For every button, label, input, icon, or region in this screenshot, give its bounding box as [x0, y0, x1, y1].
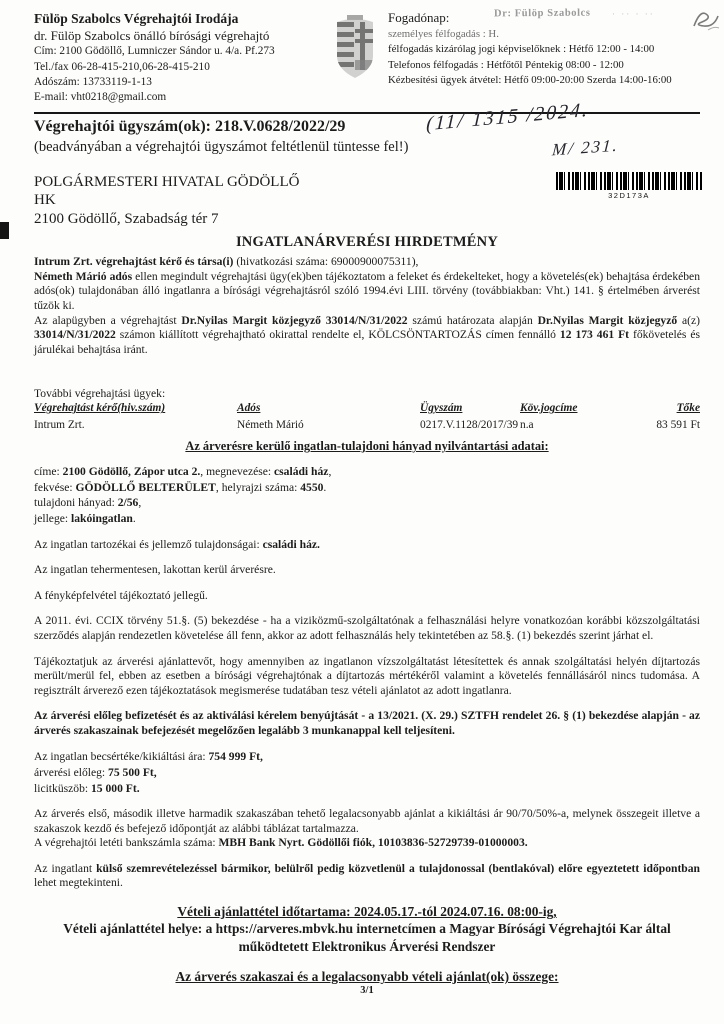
- water-law-paragraph: A 2011. évi. CCIX törvény 51.§. (5) bekezdése - ha a viziközmű-szolgáltatónak a felhasználási helyre vonatkozóan korábbi közszolgáltatási szerződés alapján rendezetlen követelése áll fenn, akkor az adott felhasználás hely tekintetében az 58.§. (1) bekezdés szerint járhat el.: [34, 614, 700, 642]
- further-cases-label: További végrehajtási ügyek:: [34, 387, 166, 401]
- order-text: számú határozata alapján: [407, 313, 538, 327]
- property-location-line: [34, 480, 700, 496]
- appraised-value-line: [34, 749, 700, 765]
- cell-case-number: 0217.V.1128/2017/39: [420, 419, 519, 432]
- faint-stamp-fragment: · ·· · ··: [612, 9, 655, 19]
- cell-claim-title: n.a: [520, 419, 534, 432]
- bid-increment-line: [34, 781, 700, 797]
- order-paragraph: [34, 314, 700, 358]
- viewing-text-bold: külső szemrevételezéssel bármikor, belülről pedig közvetlenül a tulajdonossal (bentlakóval) előre egyeztetett időpontban: [96, 861, 700, 875]
- photo-disclaimer-paragraph: A fényképfelvétel tájékoztató jellegű.: [34, 588, 208, 602]
- office-address: Cím: 2100 Gödöllő, Lumniczer Sándor u. 4/a. Pf.273: [34, 45, 275, 58]
- table-row: [34, 419, 700, 431]
- notary-decision-number: Dr.Nyilas Margit közjegyző 33014/N/31/2022: [181, 313, 408, 327]
- creditor-name: Intrum Zrt. végrehajtást kérő és társa(i): [34, 255, 234, 269]
- property-location: GÖDÖLLŐ BELTERÜLET: [75, 480, 216, 494]
- label: .: [323, 480, 327, 494]
- label: licitküszöb:: [34, 781, 91, 795]
- barcode-bars: [556, 172, 702, 190]
- barcode-label: 32D173A: [608, 191, 650, 200]
- offer-place-line: Vételi ajánlattétel helye: a https://arveres.mbvk.hu internetcímen a Magyar Bírósági Végrehajtói Kar által: [63, 921, 671, 937]
- order-text: számon kiállított végrehajtható okirattal rendelte el, KÖLCSÖNTARTOZÁS címen fennálló: [115, 328, 560, 342]
- table-header-row: [34, 402, 700, 414]
- deposit-deadline-paragraph: Az árverési előleg befizetését és az aktiválási kérelem benyújtását - a 13/2021. (X. 29.) SZTFH rendelet 26. § (1) bekezdése alapján - az árverés szakaszainak befejezését megelőzően legalább 3 munkanappal kell teljesíteni.: [34, 709, 700, 737]
- offer-period-heading: Vételi ajánlattétel időtartama: 2024.05.17.-tól 2024.07.16. 08:00-ig,: [177, 904, 557, 920]
- offer-system-line: működtetett Elektronikus Árverési Rendszer: [238, 938, 496, 954]
- recipient-code: HK: [34, 192, 56, 209]
- ownership-share: 2/56: [117, 496, 139, 510]
- column-header-claim-title: Köv.jogcíme: [520, 402, 578, 415]
- viewing-text: Az ingatlant: [34, 861, 97, 875]
- recipient-name: POLGÁRMESTERI HIVATAL GÖDÖLLŐ: [34, 173, 300, 190]
- order-text: Az alapügyben a végrehajtást: [34, 313, 182, 327]
- faint-stamp-text: Dr: Fülöp Szabolcs: [493, 7, 591, 20]
- coat-of-arms-icon: [326, 10, 384, 80]
- property-character: lakóingatlan: [71, 512, 133, 525]
- label: ,: [328, 465, 332, 479]
- label: árverési előleg:: [34, 766, 109, 779]
- scan-artifact: [0, 222, 9, 239]
- reception-line: Kézbesítési ügyek átvétel: Hétfő 09:00-20:00 Szerda 14:00-16:00: [388, 73, 672, 86]
- deed-number: 33014/N/31/2022: [34, 328, 116, 342]
- property-type: családi ház: [274, 465, 329, 479]
- reception-title: Fogadónap:: [388, 10, 450, 25]
- reception-line: félfogadás kizárólag jogi képviselőknek : Hétfő 12:00 - 14:00: [388, 43, 655, 56]
- signature-icon: [690, 6, 722, 39]
- office-phone: Tel./fax 06-28-415-210,06-28-415-210: [34, 60, 210, 73]
- bank-account-number: MBH Bank Nyrt. Gödöllői fiók, 10103836-52729739-01000003.: [218, 836, 528, 850]
- bid-increment: 15 000 Ft.: [91, 781, 140, 795]
- property-details-block: [34, 464, 700, 526]
- handwritten-filing-number: (11/ 1315 /2024.: [425, 98, 590, 136]
- letterhead: [34, 7, 700, 105]
- label: fekvése:: [34, 480, 76, 494]
- label: , megnevezése:: [200, 465, 275, 479]
- barcode: [556, 172, 702, 200]
- auction-deposit-line: [34, 765, 700, 781]
- reception-hours-block: [384, 7, 700, 88]
- intro-text: ellen megindult végrehajtási ügy(ek)ben tájékoztatom a feleket és érdekelteket, hogy a követelés(ek) behajtása érdekében adós(ok) tulajdonában álló ingatlanra a bírósági végrehajtásról szóló 1994.évi LIII. törvény (továbbiakban: Vht.) 141. § értelmében árverést tűzök ki.: [34, 269, 700, 313]
- features-paragraph: [34, 538, 700, 553]
- bailiff-office-block: [34, 10, 326, 105]
- ownership-share-line: [34, 495, 700, 511]
- property-character-line: [34, 511, 700, 527]
- label: tulajdoni hányad:: [34, 496, 118, 510]
- label: .: [132, 512, 136, 525]
- appraised-value: 754 999 Ft,: [208, 750, 263, 764]
- reception-line: Telefonos félfogadás : Hétfőtől Péntekig 08:00 - 12:00: [388, 58, 624, 71]
- property-address-line: [34, 464, 700, 480]
- label: , helyrajzi száma:: [215, 480, 301, 494]
- label: Az ingatlan becsértéke/kikiáltási ára:: [34, 750, 209, 764]
- features-text: Az ingatlan tartozékai és jellemző tulajdonságai:: [34, 537, 263, 551]
- column-header-creditor: Végrehajtást kérő(hiv.szám): [34, 402, 166, 415]
- document-title: INGATLANÁRVERÉSI HIRDETMÉNY: [235, 234, 499, 251]
- column-header-debtor: Adós: [237, 402, 261, 415]
- creditor-reference: (hivatkozási száma: 69000900075311),: [233, 255, 419, 269]
- office-email: E-mail: vht0218@gmail.com: [34, 90, 167, 103]
- label: címe:: [34, 465, 63, 479]
- label: ,: [138, 496, 142, 510]
- debtor-name: Németh Márió adós: [34, 269, 133, 283]
- property-address: 2100 Gödöllő, Zápor utca 2.: [62, 465, 201, 479]
- label: A végrehajtói letéti bankszámla száma:: [34, 836, 219, 850]
- bailiff-name: dr. Fülöp Szabolcs önálló bírósági végrehajtó: [34, 27, 270, 43]
- intro-paragraph: [34, 255, 700, 313]
- cell-principal: 83 591 Ft: [656, 419, 700, 432]
- office-name: Fülöp Szabolcs Végrehajtói Irodája: [34, 11, 239, 26]
- handwritten-reference: M/ 231.: [551, 135, 620, 160]
- office-tax-number: Adószám: 13733119-1-13: [34, 75, 152, 88]
- order-text: a(z): [677, 313, 700, 327]
- auction-deposit: 75 500 Ft,: [108, 766, 157, 779]
- stages-table-heading: Az árverés szakaszai és a legalacsonyabb vételi ajánlat(ok) összege:: [175, 969, 559, 985]
- features-value: családi ház.: [262, 537, 320, 551]
- auction-stages-paragraph: Az árverés első, második illetve harmadik szakaszában tehető legalacsonyabb ajánlat a kikiáltási ár 90/70/50%-a, melynek összegeit illetve a szakaszok kezdő és befejező időpontját az alábbi táblázat tartalmazza.: [34, 807, 700, 835]
- cell-debtor: Németh Márió: [237, 419, 304, 432]
- case-number: Végrehajtói ügyszám(ok): 218.V.0628/2022/29: [34, 117, 346, 135]
- column-header-case-number: Ügyszám: [420, 402, 463, 415]
- bank-account-line: [34, 836, 700, 851]
- label: jellege:: [34, 512, 72, 525]
- viewing-text: lehet megtekinteni.: [34, 876, 123, 890]
- price-block: [34, 749, 700, 796]
- reception-line: személyes félfogadás : H.: [388, 27, 499, 40]
- water-service-paragraph: Tájékoztatjuk az árverési ajánlattevőt, hogy amennyiben az ingatlanon vízszolgáltatást létesítettek és annak szolgáltatási helyén díjtartozás merült/merül fel, ebben az esetben a bírósági végrehajtónak a díjtartozás mértékéről valamint a követelés fennállásáról nincs tudomása. A regisztrált árverező ezen tájékoztatások megismerése tudatában tesz vételi ajánlatot az adott ingatlanra.: [34, 654, 700, 697]
- principal-claim-amount: 12 173 461 Ft: [559, 328, 630, 342]
- notary-name: Dr.Nyilas Margit közjegyző: [537, 313, 678, 327]
- case-number-note: (beadványában a végrehajtói ügyszámot feltétlenül tüntesse fel!): [34, 138, 409, 155]
- column-header-principal: Tőke: [676, 402, 700, 415]
- unencumbered-paragraph: Az ingatlan tehermentesen, lakottan kerül árverésre.: [34, 563, 276, 577]
- recipient-address: 2100 Gödöllő, Szabadság tér 7: [34, 211, 219, 228]
- viewing-paragraph: [34, 862, 700, 891]
- order-text: főkövetelés és járulékai behajtása iránt.: [34, 328, 700, 356]
- property-data-heading: Az árverésre kerülő ingatlan-tulajdoni hányad nyilvántartási adatai:: [185, 439, 549, 454]
- page-number: 3/1: [360, 985, 374, 997]
- further-cases-table: [34, 402, 700, 431]
- cell-creditor: Intrum Zrt.: [34, 419, 85, 432]
- parcel-number: 4550: [300, 480, 324, 494]
